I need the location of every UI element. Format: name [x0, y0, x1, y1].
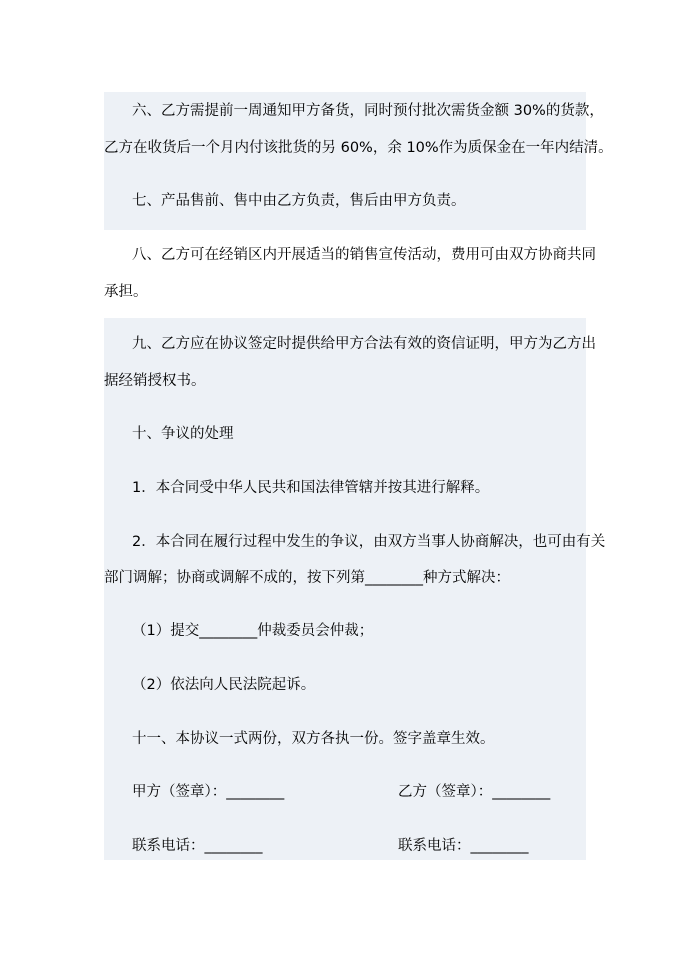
clause-seven: 七、产品售前、售中由乙方负责，售后由甲方负责。	[132, 193, 466, 209]
clause-eight-line-1: 八、乙方可在经销区内开展适当的销售宣传活动，费用可由双方协商共同	[132, 247, 596, 263]
party-b-seal-field: 乙方（签章）：________	[398, 784, 551, 800]
clause-eight-line-2: 承担。	[104, 284, 148, 300]
clause-ten-item-2-line-1: 2．本合同在履行过程中发生的争议，由双方当事人协商解决，也可由有关	[132, 534, 606, 550]
party-a-seal-field: 甲方（签章）：________	[132, 784, 285, 800]
clause-six-line-2: 乙方在收货后一个月内付该批货的另 60%，余 10%作为质保金在一年内结清。	[104, 140, 613, 156]
clause-nine-line-2: 据经销授权书。	[104, 373, 206, 389]
clause-ten-heading: 十、争议的处理	[132, 426, 234, 442]
highlight-band-2	[104, 318, 586, 860]
clause-ten-item-2-line-2: 部门调解；协商或调解不成的，按下列第________种方式解决：	[104, 570, 510, 586]
party-a-phone-field: 联系电话：________	[132, 838, 263, 854]
clause-ten-option-2: （2）依法向人民法院起诉。	[132, 677, 316, 693]
clause-six-line-1: 六、乙方需提前一周通知甲方备货，同时预付批次需货金额 30%的货款，	[132, 103, 604, 119]
party-b-phone-field: 联系电话：________	[398, 838, 529, 854]
clause-nine-line-1: 九、乙方应在协议签定时提供给甲方合法有效的资信证明，甲方为乙方出	[132, 336, 596, 352]
clause-ten-option-1: （1）提交________仲裁委员会仲裁；	[132, 623, 374, 639]
clause-eleven: 十一、本协议一式两份，双方各执一份。签字盖章生效。	[132, 731, 495, 747]
clause-ten-item-1: 1．本合同受中华人民共和国法律管辖并按其进行解释。	[132, 480, 490, 496]
